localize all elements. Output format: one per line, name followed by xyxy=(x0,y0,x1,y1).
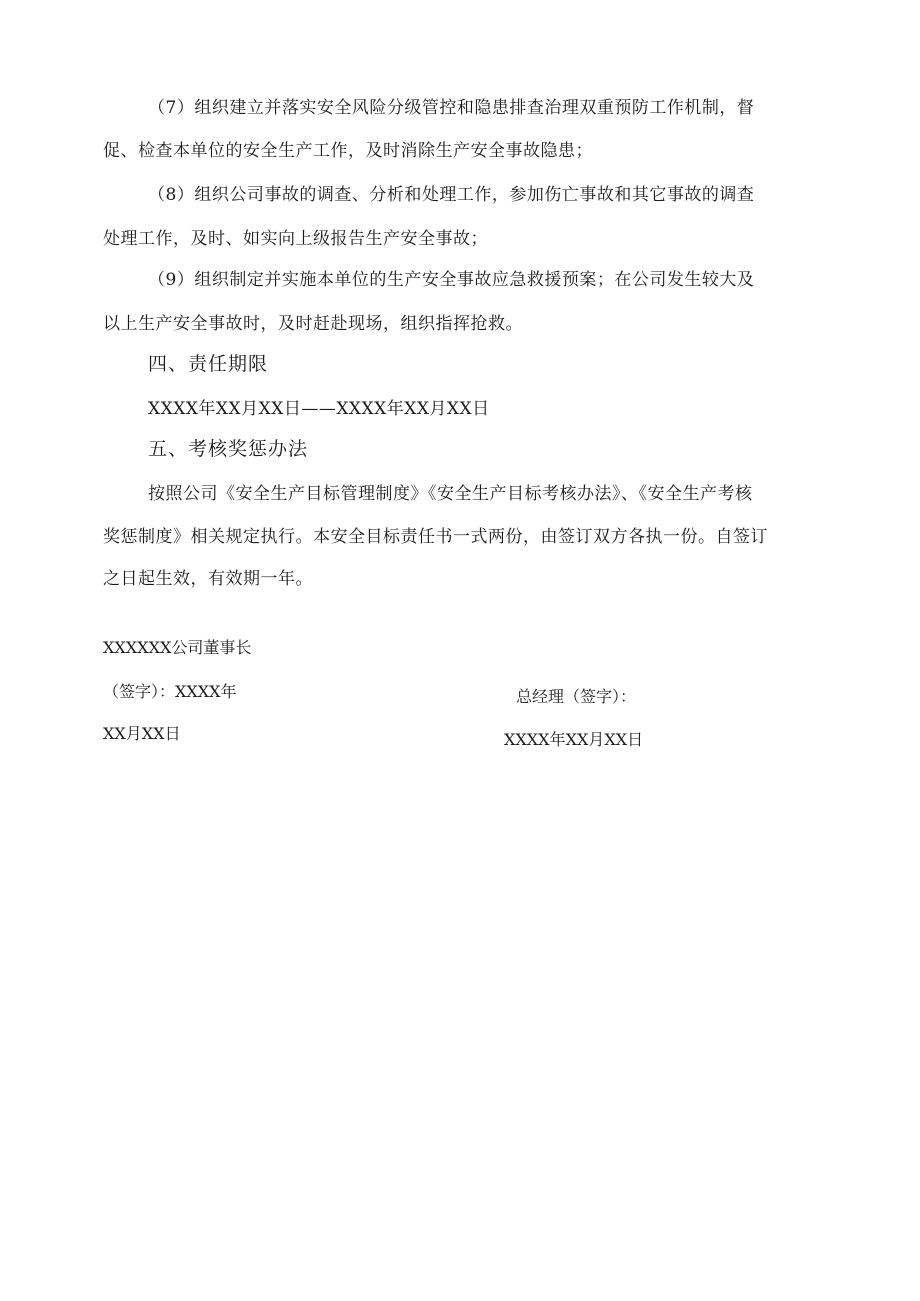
section-4-heading: 四、责任期限 xyxy=(148,353,269,375)
general-manager-signature-label: 总经理（签字）： xyxy=(516,687,637,706)
paragraph-9-line-2: 以上生产安全事故时，及时赶赴现场，组织指挥抢救。 xyxy=(103,314,523,334)
section-5-line-1: 按照公司《安全生产目标管理制度》《安全生产目标考核办法》、《安全生产考核 xyxy=(148,484,753,504)
paragraph-9-line-1: （9）组织制定并实施本单位的生产安全事故应急救援预案；在公司发生较大及 xyxy=(148,270,755,290)
paragraph-7-line-2: 促、检查本单位的安全生产工作，及时消除生产安全事故隐患； xyxy=(103,141,593,161)
section-5-heading: 五、考核奖惩办法 xyxy=(148,438,309,460)
paragraph-7-line-1: （7）组织建立并落实安全风险分级管控和隐患排查治理双重预防工作机制，督 xyxy=(148,98,755,118)
chairman-signature-label: （签字）：XXXX年 xyxy=(103,682,237,701)
chairman-date: XX月XX日 xyxy=(103,724,181,743)
paragraph-8-line-2: 处理工作，及时、如实向上级报告生产安全事故； xyxy=(103,229,488,249)
section-5-line-2: 奖惩制度》相关规定执行。本安全目标责任书一式两份，由签订双方各执一份。自签订 xyxy=(103,527,768,547)
general-manager-date: XXXX年XX月XX日 xyxy=(504,730,644,749)
section-5-line-3: 之日起生效，有效期一年。 xyxy=(103,569,313,589)
paragraph-8-line-1: （8）组织公司事故的调查、分析和处理工作，参加伤亡事故和其它事故的调查 xyxy=(148,185,755,205)
chairman-title: XXXXXX公司董事长 xyxy=(103,638,252,657)
responsibility-period: XXXX年XX月XX日——XXXX年XX月XX日 xyxy=(148,399,490,419)
